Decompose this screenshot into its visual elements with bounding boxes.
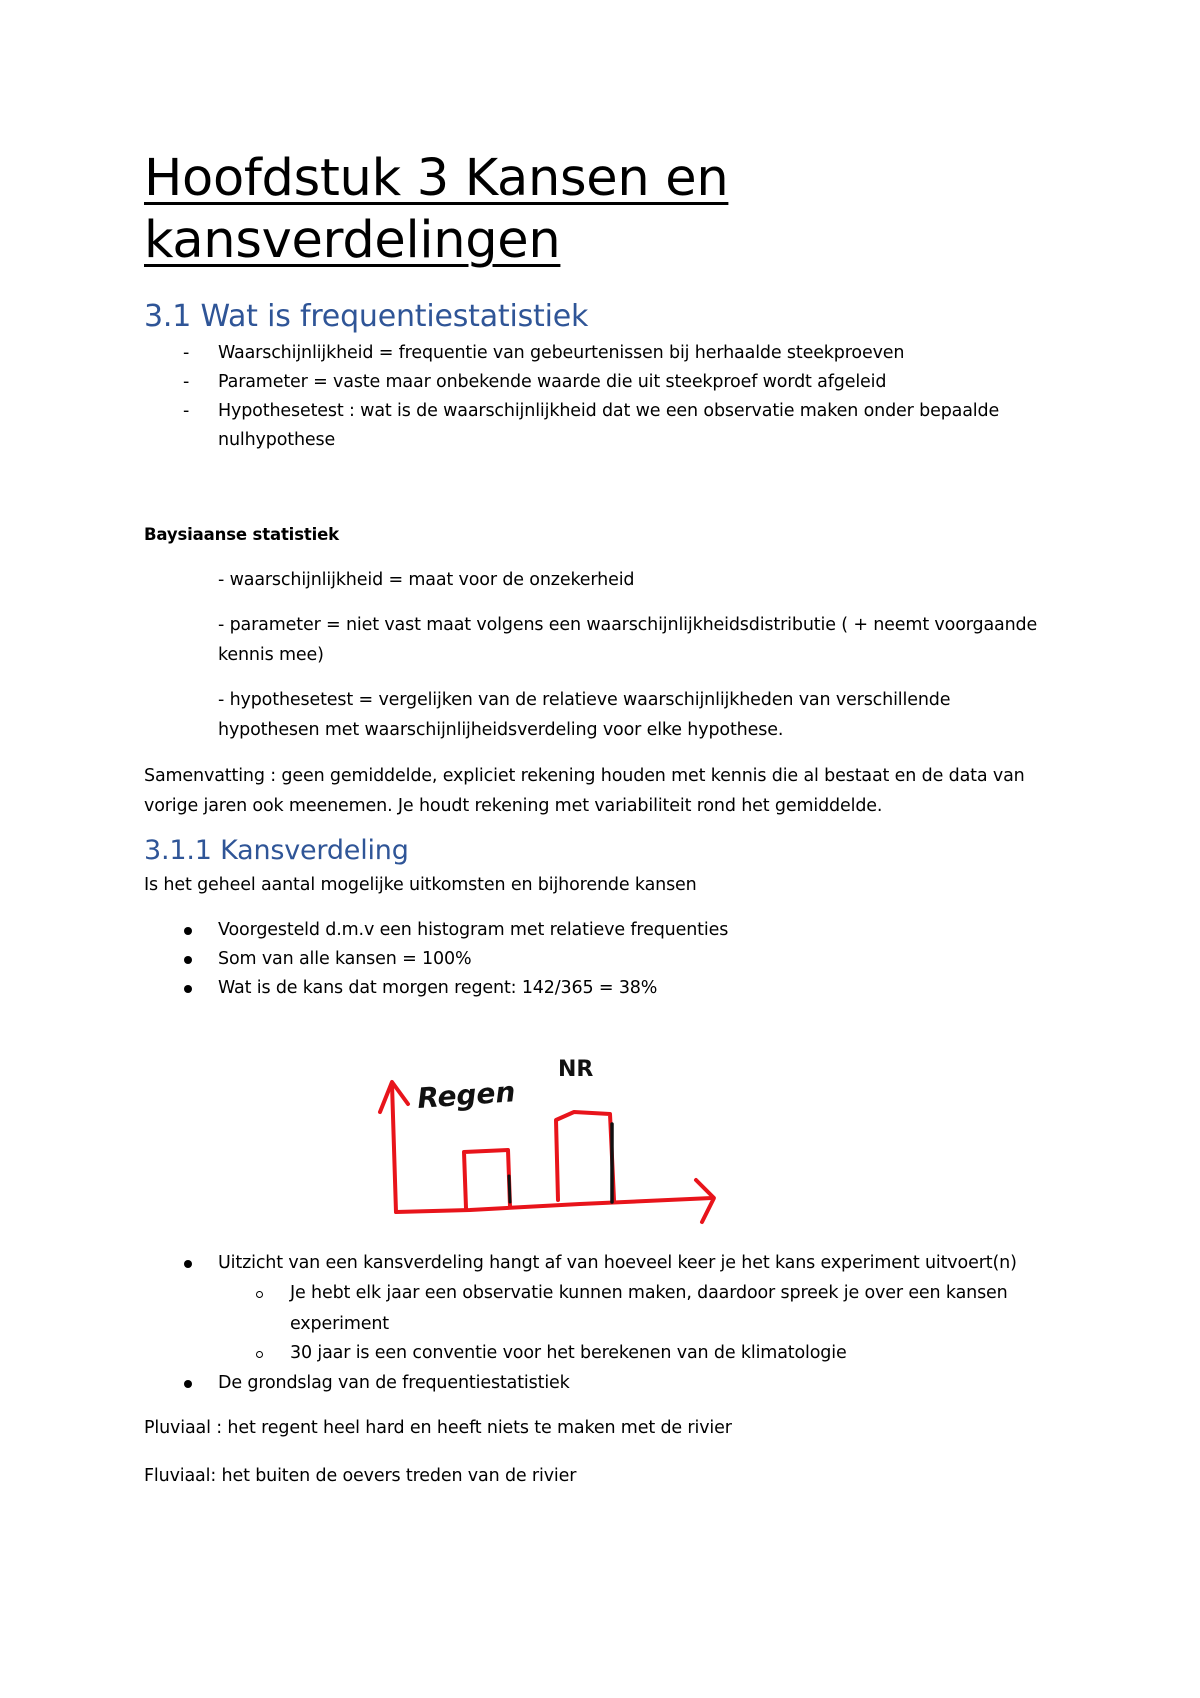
bayes-line-2-continued: kennis mee) xyxy=(218,645,324,665)
sketch-label-regen: Regen xyxy=(416,1075,517,1115)
sub-item-2: 30 jaar is een conventie voor het berekenen van de klimatologie xyxy=(290,1343,847,1363)
bullet-item-3: Wat is de kans dat morgen regent: 142/365 = 38% xyxy=(218,978,658,998)
section-intro: Is het geheel aantal mogelijke uitkomsten en bijhorende kansen xyxy=(144,875,697,895)
bullet-item-2: Som van alle kansen = 100% xyxy=(218,949,472,969)
bullet-item-4: Uitzicht van een kansverdeling hangt af van hoeveel keer je het kans experiment uitvoert(n) xyxy=(218,1253,1017,1273)
bayes-heading: Baysiaanse statistiek xyxy=(144,525,339,544)
sub-bullet-circle xyxy=(256,1351,263,1358)
x-axis-arrowhead xyxy=(696,1180,714,1222)
bullet-dot xyxy=(184,985,192,993)
bayes-line-1: - waarschijnlijkheid = maat voor de onzekerheid xyxy=(218,570,635,590)
bar-nr xyxy=(556,1112,614,1200)
dash-marker: - xyxy=(183,343,190,363)
hand-drawn-histogram-sketch xyxy=(350,1040,730,1230)
bayes-line-3: - hypothesetest = vergelijken van de relatieve waarschijnlijkheden van verschillende xyxy=(218,690,951,710)
heading-3-1-1: 3.1.1 Kansverdeling xyxy=(144,835,409,866)
bullet-dot xyxy=(184,956,192,964)
bullet-item-5: De grondslag van de frequentiestatistiek xyxy=(218,1373,570,1393)
heading-3-1: 3.1 Wat is frequentiestatistiek xyxy=(144,299,589,334)
bullet-dot xyxy=(184,1260,192,1268)
bullet-dot xyxy=(184,927,192,935)
summary-line-1: Samenvatting : geen gemiddelde, expliciet rekening houden met kennis die al bestaat en de data van xyxy=(144,766,1025,786)
sub-item-1: Je hebt elk jaar een observatie kunnen maken, daardoor spreek je over een kansen xyxy=(290,1283,1008,1303)
dash-marker: - xyxy=(183,401,190,421)
definition-pluviaal: Pluviaal : het regent heel hard en heeft niets te maken met de rivier xyxy=(144,1418,732,1438)
list-item-1: Waarschijnlijkheid = frequentie van gebeurtenissen bij herhaalde steekproeven xyxy=(218,343,905,363)
ink-mark xyxy=(509,1176,510,1202)
list-item-2: Parameter = vaste maar onbekende waarde die uit steekproef wordt afgeleid xyxy=(218,372,887,392)
bullet-item-1: Voorgesteld d.m.v een histogram met relatieve frequenties xyxy=(218,920,729,940)
sub-item-1-continued: experiment xyxy=(290,1314,390,1334)
list-item-3: Hypothesetest : wat is de waarschijnlijkheid dat we een observatie maken onder bepaalde xyxy=(218,401,1000,421)
dash-marker: - xyxy=(183,372,190,392)
bullet-dot xyxy=(184,1380,192,1388)
definition-fluviaal: Fluviaal: het buiten de oevers treden van de rivier xyxy=(144,1466,577,1486)
sketch-label-nr: NR xyxy=(558,1057,594,1082)
bayes-line-2: - parameter = niet vast maat volgens een waarschijnlijkheidsdistributie ( + neemt voorgaande xyxy=(218,615,1038,635)
bar-regen xyxy=(464,1150,510,1208)
list-item-3-continued: nulhypothese xyxy=(218,430,336,450)
x-axis-line xyxy=(396,1198,712,1212)
page-title-line-2: kansverdelingen xyxy=(144,211,561,270)
summary-line-2: vorige jaren ook meenemen. Je houdt rekening met variabiliteit rond het gemiddelde. xyxy=(144,796,883,816)
y-axis-line xyxy=(392,1084,396,1212)
bayes-line-3-continued: hypothesen met waarschijnlijheidsverdeling voor elke hypothese. xyxy=(218,720,784,740)
sub-bullet-circle xyxy=(256,1291,263,1298)
page-title-line-1: Hoofdstuk 3 Kansen en xyxy=(144,149,729,208)
